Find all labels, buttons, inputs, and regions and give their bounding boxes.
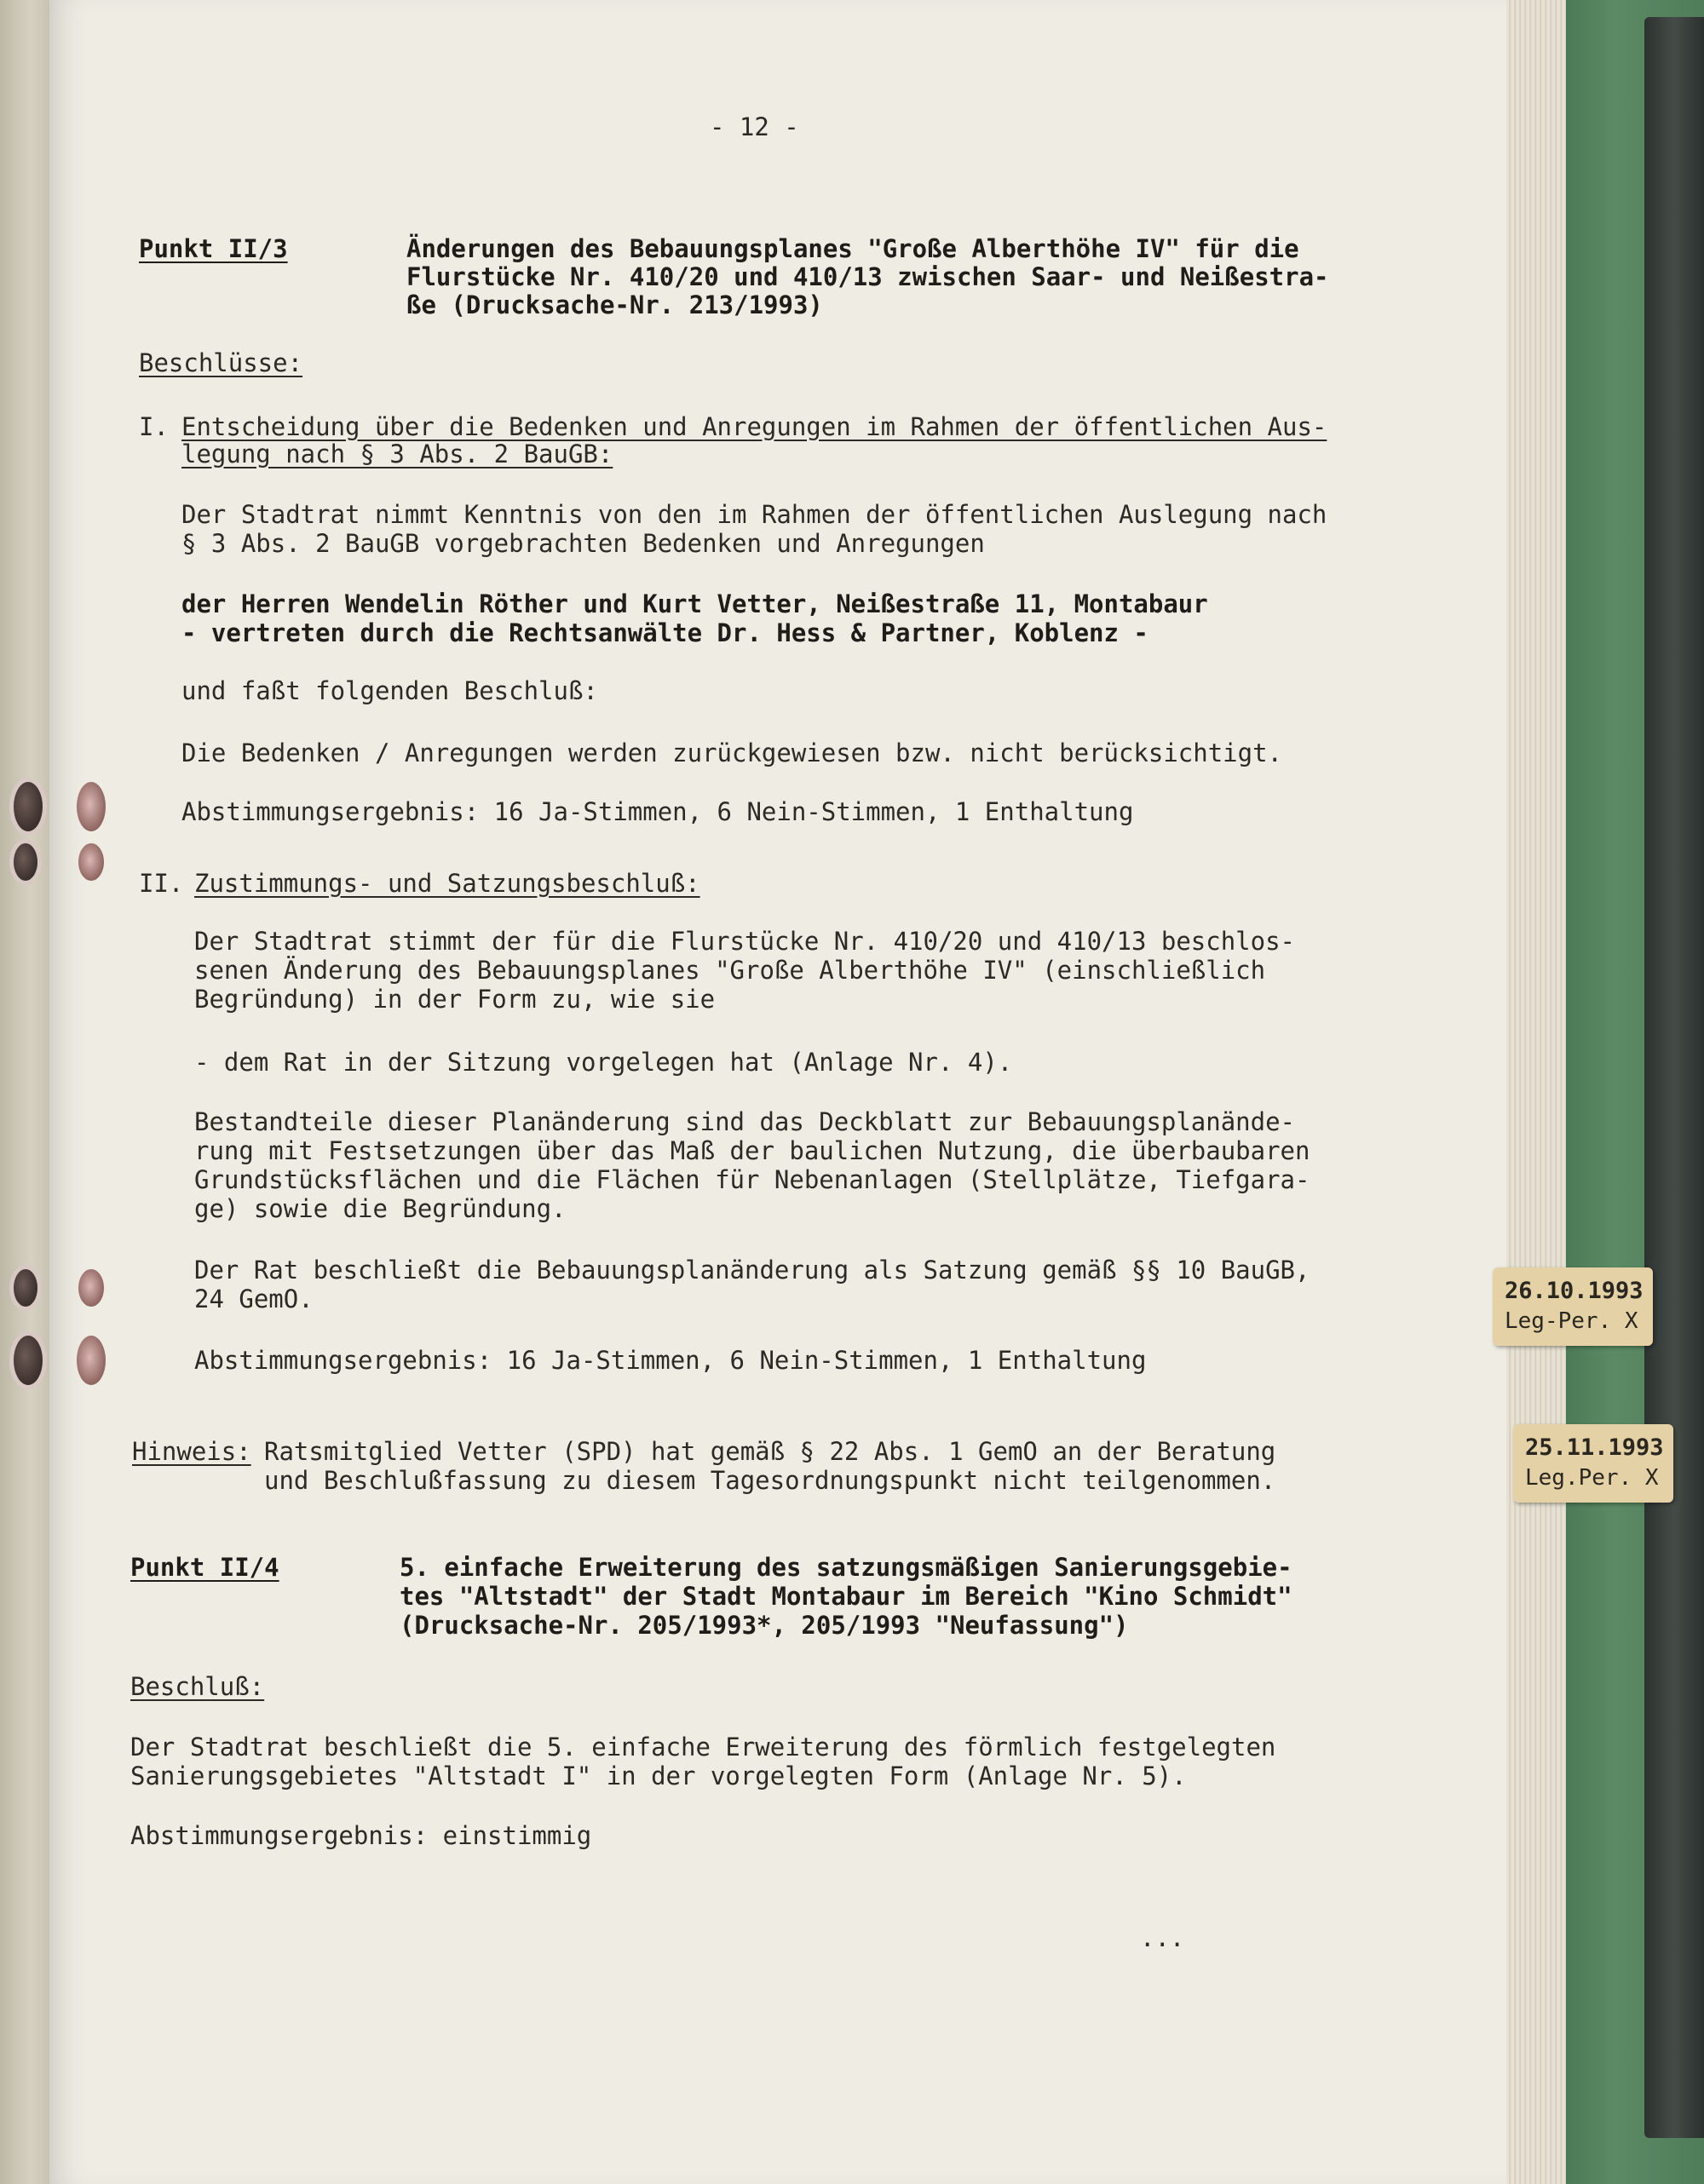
- punch-hole: [77, 782, 106, 831]
- punch-hole: [14, 1269, 37, 1307]
- resolution-text: Die Bedenken / Anregungen werden zurückgewiesen bzw. nicht berücksichtigt.: [181, 739, 1283, 767]
- binder-left-edge: [0, 0, 51, 2184]
- item-label: Punkt II/4: [130, 1553, 279, 1582]
- components-line: rung mit Festsetzungen über das Maß der baulichen Nutzung, die überbaubaren: [194, 1136, 1310, 1165]
- note-line: Ratsmitglied Vetter (SPD) hat gemäß § 22 Abs. 1 GemO an der Beratung: [264, 1437, 1276, 1466]
- bullet-line: - dem Rat in der Sitzung vorgelegen hat (Anlage Nr. 4).: [194, 1048, 1013, 1077]
- statute-line: 24 GemO.: [194, 1285, 314, 1313]
- objectors-line: - vertreten durch die Rechtsanwälte Dr. Hess & Partner, Koblenz -: [181, 618, 1148, 647]
- stamp-date: 26.10.1993: [1505, 1278, 1644, 1304]
- paragraph-line: Der Stadtrat beschließt die 5. einfache Erweiterung des förmlich festgelegten: [130, 1733, 1276, 1762]
- document-page: [49, 0, 1506, 2184]
- item-title-line: Flurstücke Nr. 410/20 und 410/13 zwischen Saar- und Neißestra-: [406, 262, 1329, 291]
- punch-hole: [14, 782, 43, 831]
- section-heading: Zustimmungs- und Satzungsbeschluß:: [194, 869, 700, 898]
- decisions-heading: Beschlüsse:: [139, 348, 303, 377]
- paragraph-line: Der Stadtrat stimmt der für die Flurstücke Nr. 410/20 und 410/13 beschlos-: [194, 927, 1296, 956]
- components-line: ge) sowie die Begründung.: [194, 1194, 567, 1223]
- punch-hole: [78, 843, 104, 881]
- paragraph-line: Begründung) in der Form zu, wie sie: [194, 985, 716, 1014]
- vote-result: Abstimmungsergebnis: einstimmig: [130, 1821, 592, 1850]
- section-number: I.: [139, 412, 169, 441]
- paragraph-line: Sanierungsgebietes "Altstadt I" in der vorgelegten Form (Anlage Nr. 5).: [130, 1762, 1187, 1790]
- components-line: Bestandteile dieser Planänderung sind das Deckblatt zur Bebauungsplanände-: [194, 1107, 1296, 1136]
- page-stack-edges: [1506, 0, 1566, 2184]
- statute-line: Der Rat beschließt die Bebauungsplanänderung als Satzung gemäß §§ 10 BauGB,: [194, 1256, 1310, 1285]
- section-heading-line: Entscheidung über die Bedenken und Anregungen im Rahmen der öffentlichen Aus-: [181, 412, 1327, 441]
- punch-hole: [14, 843, 37, 881]
- legislature-stamp: [1493, 1267, 1653, 1346]
- continuation-mark: ...: [1140, 1923, 1185, 1952]
- vote-result: Abstimmungsergebnis: 16 Ja-Stimmen, 6 Nein-Stimmen, 1 Enthaltung: [194, 1346, 1147, 1375]
- note-line: und Beschlußfassung zu diesem Tagesordnungspunkt nicht teilgenommen.: [264, 1466, 1276, 1495]
- paragraph-line: § 3 Abs. 2 BauGB vorgebrachten Bedenken und Anregungen: [181, 529, 985, 558]
- punch-hole: [77, 1336, 106, 1385]
- paragraph-line: Der Stadtrat nimmt Kenntnis von den im Rahmen der öffentlichen Auslegung nach: [181, 500, 1327, 529]
- section-number: II.: [139, 869, 184, 898]
- binder-spine: [1644, 17, 1704, 2138]
- item-title-line: 5. einfache Erweiterung des satzungsmäßigen Sanierungsgebie-: [400, 1553, 1292, 1582]
- page-number: - 12 -: [710, 112, 799, 141]
- paragraph-line: senen Änderung des Bebauungsplanes "Große Alberthöhe IV" (einschließlich: [194, 956, 1266, 985]
- item-label: Punkt II/3: [139, 234, 288, 263]
- objectors-line: der Herren Wendelin Röther und Kurt Vetter, Neißestraße 11, Montabaur: [181, 589, 1208, 618]
- punch-hole: [14, 1336, 43, 1385]
- item-title-line: Änderungen des Bebauungsplanes "Große Alberthöhe IV" für die: [406, 234, 1299, 263]
- vote-result: Abstimmungsergebnis: 16 Ja-Stimmen, 6 Nein-Stimmen, 1 Enthaltung: [181, 797, 1134, 826]
- item-title-line: (Drucksache-Nr. 205/1993*, 205/1993 "Neufassung"): [400, 1611, 1129, 1640]
- section-heading-line: legung nach § 3 Abs. 2 BauGB:: [181, 440, 613, 468]
- stamp-date: 25.11.1993: [1525, 1434, 1664, 1461]
- punch-hole: [78, 1269, 104, 1307]
- legislature-stamp: [1513, 1424, 1673, 1503]
- resolution-intro: und faßt folgenden Beschluß:: [181, 676, 598, 705]
- stamp-period: Leg.Per. X: [1525, 1465, 1659, 1491]
- item-title-line: tes "Altstadt" der Stadt Montabaur im Bereich "Kino Schmidt": [400, 1582, 1292, 1611]
- decision-heading: Beschluß:: [130, 1672, 265, 1701]
- item-title-line: ße (Drucksache-Nr. 213/1993): [406, 290, 823, 319]
- components-line: Grundstücksflächen und die Flächen für Nebenanlagen (Stellplätze, Tiefgara-: [194, 1165, 1310, 1194]
- note-label: Hinweis:: [132, 1437, 251, 1466]
- stamp-period: Leg-Per. X: [1505, 1308, 1638, 1334]
